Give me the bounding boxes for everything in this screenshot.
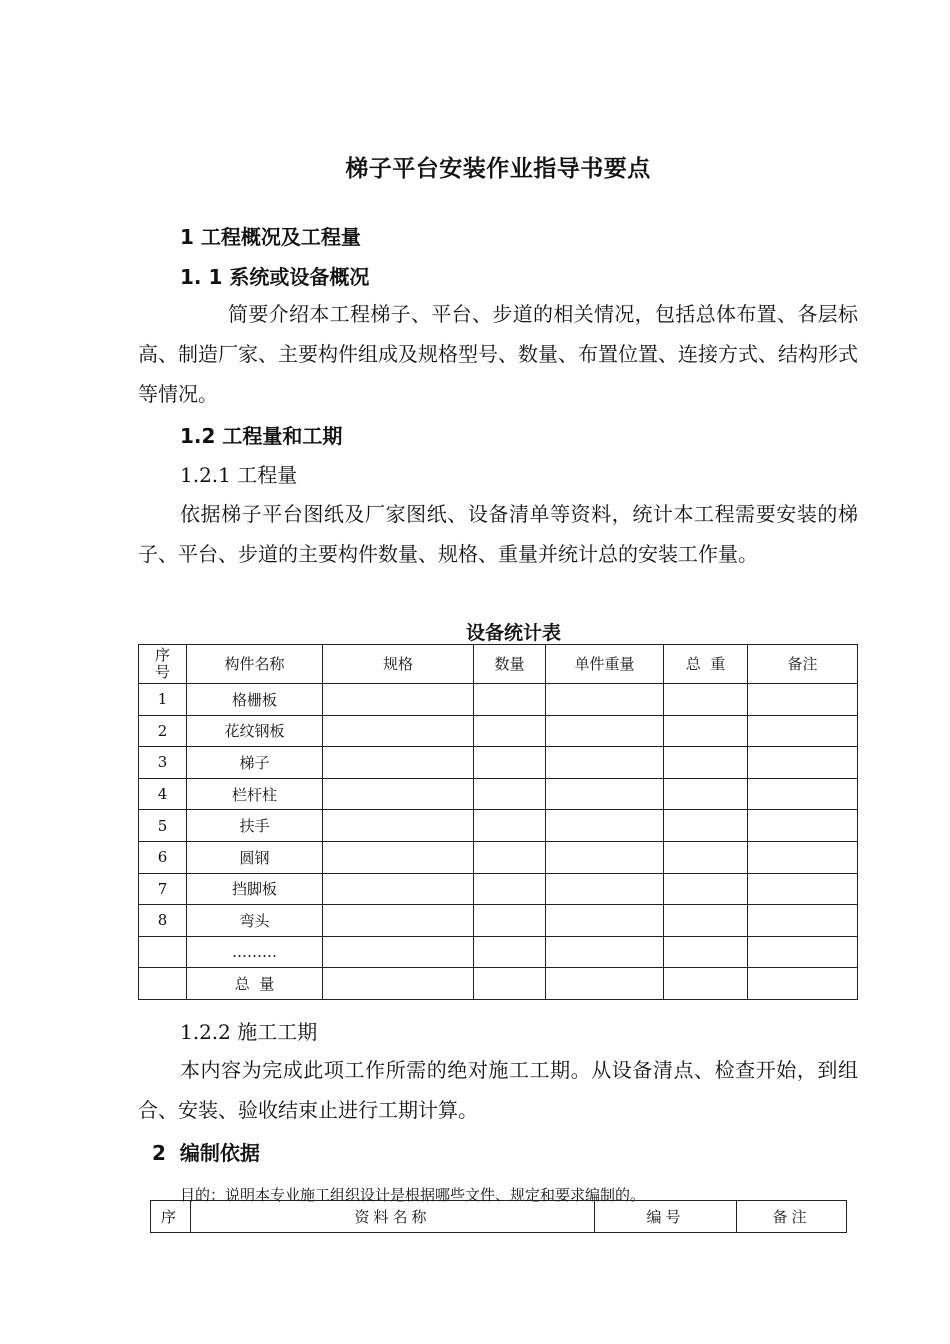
table-cell (323, 747, 474, 779)
section-1-2-2-heading: 1.2.2 施工工期 (180, 1020, 318, 1044)
table-cell (323, 968, 474, 1000)
table-cell (474, 715, 546, 747)
table-cell (748, 715, 858, 747)
table-cell (546, 778, 664, 810)
section-1-2-1-text: 依据梯子平台图纸及厂家图纸、设备清单等资料，统计本工程需要安装的梯子、平台、步道的主要构件数量、规格、重量并统计总的安装工作量。 (138, 502, 858, 566)
table-cell (474, 905, 546, 937)
equipment-table-caption: 设备统计表 (466, 622, 562, 644)
table-cell: 格栅板 (187, 684, 323, 716)
table-row (139, 968, 858, 1000)
header-unit-weight: 单件重量 (546, 645, 664, 684)
header-quantity: 数量 (474, 645, 546, 684)
table-cell: 1 (139, 684, 187, 716)
table-cell (323, 905, 474, 937)
table-cell (748, 936, 858, 968)
table-row (139, 936, 858, 968)
table-cell (748, 968, 858, 1000)
table-row (139, 905, 858, 937)
table-cell: 扶手 (187, 810, 323, 842)
table-row (139, 841, 858, 873)
table-cell: 2 (139, 715, 187, 747)
section-1-2-heading: 1.2 工程量和工期 (180, 424, 343, 448)
table-cell: 5 (139, 810, 187, 842)
document-title: 梯子平台安装作业指导书要点 (345, 156, 651, 182)
table-cell: 梯子 (187, 747, 323, 779)
table-cell: 7 (139, 873, 187, 905)
table-cell (474, 968, 546, 1000)
table-row (139, 810, 858, 842)
table-cell (546, 747, 664, 779)
table-cell (474, 841, 546, 873)
table-row (139, 715, 858, 747)
ref-header-remark: 备注 (737, 1201, 847, 1233)
table-cell (748, 905, 858, 937)
table-cell (664, 810, 748, 842)
section-1-2-2-text: 本内容为完成此项工作所需的绝对施工工期。从设备清点、检查开始，到组合、安装、验收结束止进行工期计算。 (138, 1058, 858, 1122)
section-1-1-text: 简要介绍本工程梯子、平台、步道的相关情况，包括总体布置、各层标高、制造厂家、主要构件组成及规格型号、数量、布置位置、连接方式、结构形式等情况。 (138, 302, 858, 406)
table-cell (546, 968, 664, 1000)
table-cell (546, 936, 664, 968)
table-cell (323, 873, 474, 905)
table-cell (546, 841, 664, 873)
table-cell: 花纹钢板 (187, 715, 323, 747)
table-cell (546, 810, 664, 842)
table-cell (323, 841, 474, 873)
section-2-heading: 2 编制依据 (152, 1141, 260, 1165)
table-cell (546, 715, 664, 747)
table-cell (664, 778, 748, 810)
header-name: 构件名称 (187, 645, 323, 684)
table-cell (748, 684, 858, 716)
equipment-table-header-row (139, 645, 858, 684)
table-cell: 总 量 (187, 968, 323, 1000)
table-row (139, 684, 858, 716)
table-cell (664, 715, 748, 747)
table-cell (546, 905, 664, 937)
table-cell (139, 936, 187, 968)
table-cell: ……… (187, 936, 323, 968)
section-1-heading: 1 工程概况及工程量 (180, 225, 361, 249)
table-cell (748, 747, 858, 779)
table-row (139, 873, 858, 905)
table-cell (748, 810, 858, 842)
ref-header-name: 资料名称 (191, 1201, 595, 1233)
table-cell (546, 684, 664, 716)
table-cell (323, 936, 474, 968)
table-cell (323, 778, 474, 810)
table-cell (323, 684, 474, 716)
table-cell (664, 905, 748, 937)
reference-table-header-row (151, 1201, 847, 1233)
table-cell (664, 684, 748, 716)
equipment-table (138, 644, 858, 1000)
table-cell: 栏杆柱 (187, 778, 323, 810)
table-cell (748, 873, 858, 905)
header-spec: 规格 (323, 645, 474, 684)
table-cell (664, 841, 748, 873)
table-cell: 3 (139, 747, 187, 779)
ref-header-seq: 序 (151, 1201, 191, 1233)
table-cell (474, 873, 546, 905)
table-cell (474, 778, 546, 810)
table-cell (474, 810, 546, 842)
table-cell (546, 873, 664, 905)
table-cell: 挡脚板 (187, 873, 323, 905)
header-remark: 备注 (748, 645, 858, 684)
table-row (139, 778, 858, 810)
table-cell (323, 715, 474, 747)
table-cell (748, 841, 858, 873)
section-1-2-1-heading: 1.2.1 工程量 (180, 463, 298, 487)
table-cell (748, 778, 858, 810)
table-cell (474, 747, 546, 779)
table-cell: 圆钢 (187, 841, 323, 873)
table-cell (474, 684, 546, 716)
table-cell (664, 936, 748, 968)
section-1-1-heading: 1. 1 系统或设备概况 (180, 265, 370, 289)
header-seq: 序号 (139, 645, 187, 684)
table-cell (323, 810, 474, 842)
table-cell (664, 747, 748, 779)
table-cell (139, 968, 187, 1000)
section-2-purpose: 目的：说明本专业施工组织设计是根据哪些文件、规定和要求编制的。 (180, 1186, 646, 1204)
table-cell: 6 (139, 841, 187, 873)
header-total-weight: 总 重 (664, 645, 748, 684)
table-cell: 弯头 (187, 905, 323, 937)
table-cell (474, 936, 546, 968)
table-cell (664, 968, 748, 1000)
reference-table (150, 1200, 847, 1233)
table-row (139, 747, 858, 779)
table-cell: 8 (139, 905, 187, 937)
table-cell: 4 (139, 778, 187, 810)
ref-header-number: 编号 (595, 1201, 737, 1233)
table-cell (664, 873, 748, 905)
